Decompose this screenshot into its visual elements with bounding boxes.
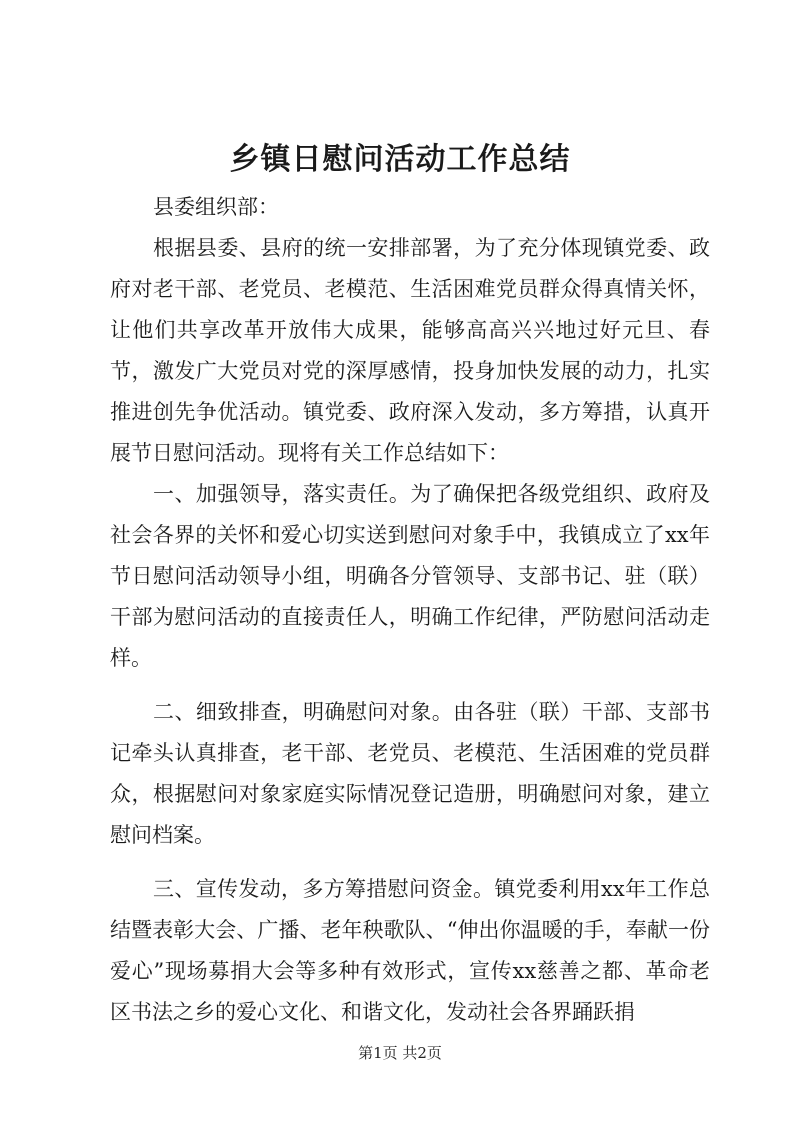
paragraph-section-2: 二、细致排查，明确慰问对象。由各驻（联）干部、支部书记牵头认真排查，老干部、老党员、老模范、生活困难的党员群众，根据慰问对象家庭实际情况登记造册，明确慰问对象，建立慰问档案。 — [110, 700, 710, 847]
page-footer: 第1页 共2页 — [358, 1044, 442, 1062]
paragraph-gap — [110, 856, 710, 869]
salutation: 县委组织部： — [153, 195, 280, 219]
paragraph-section-3: 三、宣传发动，多方筹措慰问资金。镇党委利用xx年工作总结暨表彰大会、广播、老年秧歌队、“伸出你温暖的手，奉献一份爱心”现场募捐大会等多种有效形式，宣传xx慈善之都、革命老区书法之乡的爱心文化、和谐文化，发动社会各界踊跃捐 — [110, 877, 710, 1024]
paragraph-gap — [110, 679, 710, 692]
document-title: 乡镇日慰问活动工作总结 — [229, 142, 571, 177]
paragraph-section-1: 一、加强领导，落实责任。为了确保把各级党组织、政府及社会各界的关怀和爱心切实送到慰问对象手中，我镇成立了xx年节日慰问活动领导小组，明确各分管领导、支部书记、驻（联）干部为慰问活动的直接责任人，明确工作纪律，严防慰问活动走样。 — [110, 482, 710, 670]
paragraph-intro: 根据县委、县府的统一安排部署，为了充分体现镇党委、政府对老干部、老党员、老模范、生活困难党员群众得真情关怀，让他们共享改革开放伟大成果，能够高高兴兴地过好元旦、春节，激发广大党员对党的深厚感情，投身加快发展的动力，扎实推进创先争优活动。镇党委、政府深入发动，多方筹措，认真开展节日慰问活动。现将有关工作总结如下： — [110, 236, 710, 465]
document-body — [110, 187, 710, 1033]
